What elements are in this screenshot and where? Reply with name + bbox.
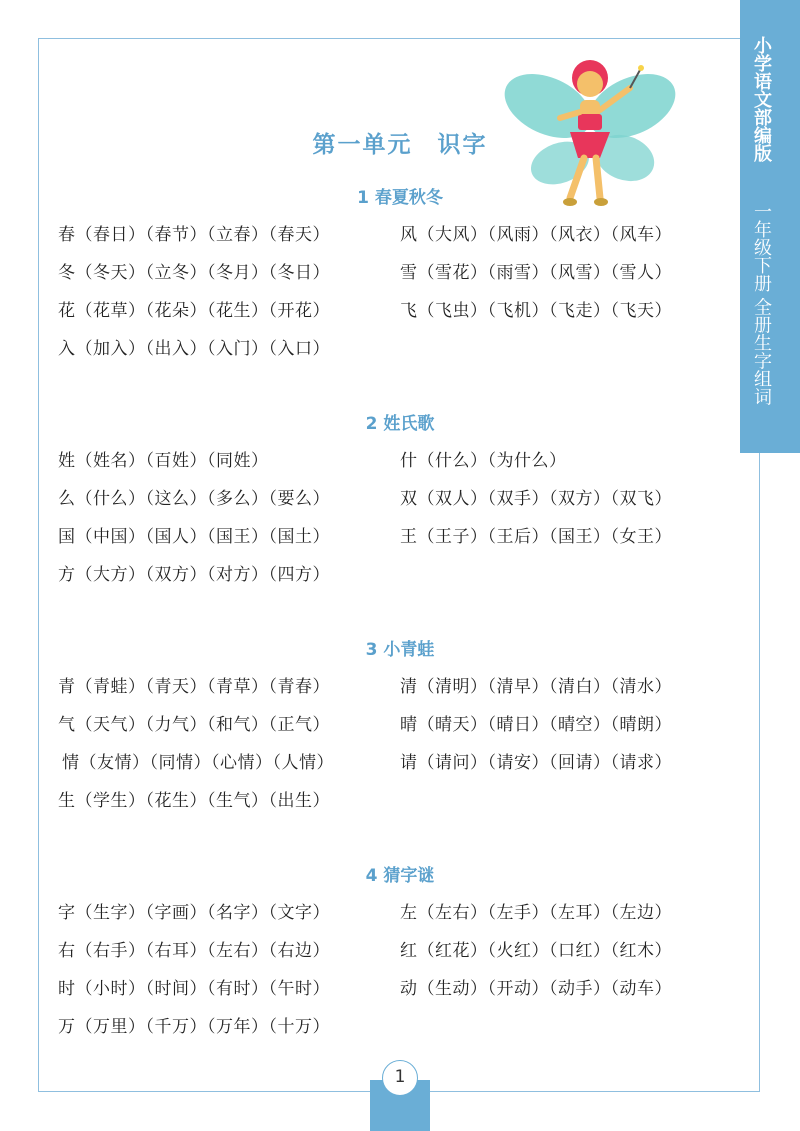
word-line: 万（万里）（千万）（万年）（十万） <box>58 1017 330 1037</box>
word-line: 姓（姓名）（百姓）（同姓） <box>58 451 269 471</box>
word-line: 气（天气）（力气）（和气）（正气） <box>58 715 330 735</box>
side-title: 小学语文部编版 <box>751 36 772 162</box>
word-line: 什（什么）（为什么） <box>400 451 567 471</box>
word-line: 飞（飞虫）（飞机）（飞走）（飞天） <box>400 301 672 321</box>
side-subtitle: 一年级下册 全册生字组词 <box>751 202 772 406</box>
word-line: 入（加入）（出入）（入门）（入口） <box>58 339 330 359</box>
word-line: 春（春日）（春节）（立春）（春天） <box>58 225 330 245</box>
word-line: 方（大方）（双方）（对方）（四方） <box>58 565 330 585</box>
word-line: 青（青蛙）（青天）（青草）（青春） <box>58 677 330 697</box>
word-line: 情（友情）（同情）（心情）（人情） <box>62 753 334 773</box>
word-line: 冬（冬天）（立冬）（冬月）（冬日） <box>58 263 330 283</box>
word-line: 么（什么）（这么）（多么）（要么） <box>58 489 330 509</box>
page-number: 1 <box>382 1060 418 1096</box>
word-line: 左（左右）（左手）（左耳）（左边） <box>400 903 672 923</box>
lesson-title: 2 姓氏歌 <box>365 414 435 434</box>
word-line: 生（学生）（花生）（生气）（出生） <box>58 791 330 811</box>
word-line: 国（中国）（国人）（国王）（国土） <box>58 527 330 547</box>
word-line: 雪（雪花）（雨雪）（风雪）（雪人） <box>400 263 672 283</box>
word-line: 请（请问）（请安）（回请）（请求） <box>400 753 672 773</box>
lesson-title: 4 猜字谜 <box>365 866 435 886</box>
word-line: 花（花草）（花朵）（花生）（开花） <box>58 301 330 321</box>
word-line: 字（生字）（字画）（名字）（文字） <box>58 903 330 923</box>
word-line: 风（大风）（风雨）（风衣）（风车） <box>400 225 672 245</box>
unit-title: 第一单元 识字 <box>312 132 488 158</box>
word-line: 红（红花）（火红）（口红）（红木） <box>400 941 672 961</box>
lesson-title: 3 小青蛙 <box>365 640 435 660</box>
lesson-title: 1 春夏秋冬 <box>357 188 443 208</box>
word-line: 双（双人）（双手）（双方）（双飞） <box>400 489 672 509</box>
word-line: 清（清明）（清早）（清白）（清水） <box>400 677 672 697</box>
word-line: 动（生动）（开动）（动手）（动车） <box>400 979 672 999</box>
word-line: 时（小时）（时间）（有时）（午时） <box>58 979 330 999</box>
word-line: 晴（晴天）（晴日）（晴空）（晴朗） <box>400 715 672 735</box>
word-line: 王（王子）（王后）（国王）（女王） <box>400 527 672 547</box>
word-line: 右（右手）（右耳）（左右）（右边） <box>58 941 330 961</box>
